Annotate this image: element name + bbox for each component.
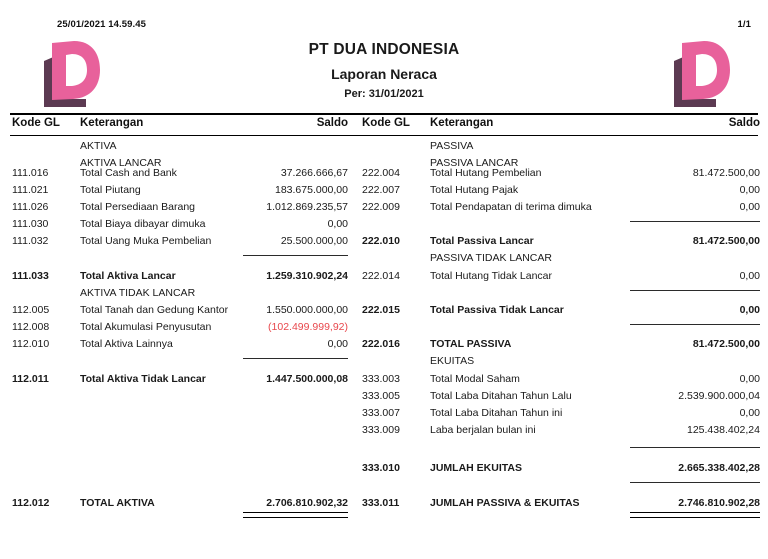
section-heading-row: [0, 138, 768, 155]
gl-code-cell: 111.033: [12, 270, 49, 282]
balance-cell: 2.665.338.402,28: [678, 462, 760, 474]
table-row: [0, 388, 768, 405]
gl-code-cell: 222.004: [362, 167, 400, 179]
gl-code-cell: 333.003: [362, 373, 400, 385]
subtotal-rule-passiva-lancar: [630, 221, 760, 222]
description-cell: PASSIVA: [430, 140, 474, 152]
description-cell: Total Aktiva Lainnya: [80, 338, 173, 350]
description-cell: JUMLAH EKUITAS: [430, 462, 522, 474]
column-header-right-desc: Keterangan: [430, 117, 494, 129]
description-cell: Total Hutang Pembelian: [430, 167, 542, 179]
description-cell: TOTAL PASSIVA: [430, 338, 512, 350]
section-heading-row: [0, 250, 768, 267]
balance-cell: 2.746.810.902,28: [678, 497, 760, 509]
gl-code-cell: 222.007: [362, 184, 400, 196]
table-row: [0, 495, 768, 512]
description-cell: Total Laba Ditahan Tahun Lalu: [430, 390, 572, 402]
balance-cell: 0,00: [739, 201, 760, 213]
subtotal-rule-passiva-tidak-lancar: [630, 324, 760, 325]
gl-code-cell: 333.005: [362, 390, 400, 402]
gl-code-cell: 333.009: [362, 424, 400, 436]
table-row: [0, 268, 768, 285]
balance-cell: 2.706.810.902,32: [266, 497, 348, 509]
subtotal-rule-hutang-tidak-lancar: [630, 290, 760, 291]
gl-code-cell: 333.007: [362, 407, 400, 419]
balance-cell: 81.472.500,00: [692, 167, 760, 179]
balance-cell: 183.675.000,00: [275, 184, 348, 196]
column-header-right-code: Kode GL: [362, 117, 410, 129]
gl-code-cell: 112.010: [12, 338, 50, 350]
balance-cell: 1.012.869.235,57: [266, 201, 348, 213]
balance-cell: 0,00: [739, 407, 760, 419]
description-cell: AKTIVA LANCAR: [80, 157, 162, 169]
description-cell: Total Laba Ditahan Tahun ini: [430, 407, 563, 419]
grandtotal-rule-passiva-ekuitas: [630, 512, 760, 518]
subtotal-rule-jumlah-ekuitas: [630, 482, 760, 483]
section-heading-row: [0, 285, 768, 302]
description-cell: Total Passiva Lancar: [430, 235, 534, 247]
description-cell: Total Pendapatan di terima dimuka: [430, 201, 592, 213]
description-cell: Total Aktiva Tidak Lancar: [80, 373, 206, 385]
table-row: [0, 336, 768, 353]
table-row: [0, 460, 768, 477]
gl-code-cell: 222.016: [362, 338, 400, 350]
gl-code-cell: 112.005: [12, 304, 50, 316]
table-row: [0, 182, 768, 199]
balance-cell: 25.500.000,00: [280, 235, 348, 247]
description-cell: Total Aktiva Lancar: [80, 270, 176, 282]
balance-cell: 37.266.666,67: [280, 167, 348, 179]
gl-code-cell: 112.008: [12, 321, 50, 333]
report-name: Laporan Neraca: [331, 66, 437, 82]
company-name: PT DUA INDONESIA: [308, 41, 460, 58]
description-cell: Total Modal Saham: [430, 373, 520, 385]
description-cell: Total Hutang Pajak: [430, 184, 519, 196]
description-cell: Total Tanah dan Gedung Kantor: [80, 304, 229, 316]
subtotal-rule-aktiva-lancar: [243, 255, 348, 256]
column-header-left-amount: Saldo: [316, 117, 348, 129]
balance-cell: 125.438.402,24: [687, 424, 760, 436]
column-header-left-code: Kode GL: [12, 117, 60, 129]
column-header-right-amount: Saldo: [728, 117, 760, 129]
balance-cell: 81.472.500,00: [692, 338, 760, 350]
description-cell: Total Biaya dibayar dimuka: [80, 218, 206, 230]
table-row: [0, 302, 768, 319]
description-cell: JUMLAH PASSIVA & EKUITAS: [430, 497, 580, 509]
table-row: [0, 165, 768, 182]
description-cell: AKTIVA TIDAK LANCAR: [80, 287, 196, 299]
balance-cell: 0,00: [739, 184, 760, 196]
report-period: Per: 31/01/2021: [344, 88, 424, 100]
section-heading-row: [0, 353, 768, 370]
balance-cell: 2.539.900.000,04: [678, 390, 760, 402]
grandtotal-rule-total-aktiva: [243, 512, 348, 518]
print-timestamp: 25/01/2021 14.59.45: [57, 19, 147, 30]
balance-cell: 1.447.500.000,08: [266, 373, 348, 385]
table-row: [0, 405, 768, 422]
description-cell: Total Cash and Bank: [80, 167, 177, 179]
gl-code-cell: 111.032: [12, 235, 49, 247]
description-cell: PASSIVA LANCAR: [430, 157, 519, 169]
gl-code-cell: 222.010: [362, 235, 400, 247]
description-cell: Total Uang Muka Pembelian: [80, 235, 212, 247]
subtotal-rule-aktiva-tidak-lancar: [243, 358, 348, 359]
gl-code-cell: 333.010: [362, 462, 400, 474]
description-cell: Total Piutang: [80, 184, 141, 196]
column-header-left-desc: Keterangan: [80, 117, 144, 129]
gl-code-cell: 112.012: [12, 497, 50, 509]
description-cell: AKTIVA: [80, 140, 117, 152]
balance-cell: (102.499.999,92): [268, 321, 348, 333]
page-indicator: 1/1: [737, 19, 751, 30]
table-row: [0, 199, 768, 216]
subtotal-rule-ekuitas: [630, 447, 760, 448]
report-title-block: [0, 40, 768, 102]
balance-cell: 0,00: [327, 218, 348, 230]
balance-cell: 0,00: [739, 373, 760, 385]
gl-code-cell: 333.011: [362, 497, 400, 509]
description-cell: Total Akumulasi Penyusutan: [80, 321, 212, 333]
description-cell: Total Persediaan Barang: [80, 201, 195, 213]
gl-code-cell: 111.021: [12, 184, 49, 196]
description-cell: Total Passiva Tidak Lancar: [430, 304, 564, 316]
table-row: [0, 233, 768, 250]
gl-code-cell: 222.015: [362, 304, 400, 316]
gl-code-cell: 222.009: [362, 201, 400, 213]
balance-cell: 1.259.310.902,24: [266, 270, 348, 282]
description-cell: EKUITAS: [430, 355, 475, 367]
balance-cell: 0,00: [739, 270, 760, 282]
table-top-rule: [10, 113, 758, 115]
gl-code-cell: 111.030: [12, 218, 49, 230]
gl-code-cell: 112.011: [12, 373, 49, 385]
table-row: [0, 371, 768, 388]
balance-cell: 0,00: [327, 338, 348, 350]
balance-cell: 0,00: [739, 304, 760, 316]
description-cell: PASSIVA TIDAK LANCAR: [430, 252, 552, 264]
gl-code-cell: 111.016: [12, 167, 49, 179]
table-row: [0, 216, 768, 233]
description-cell: TOTAL AKTIVA: [80, 497, 155, 509]
table-header-rule: [10, 135, 758, 136]
gl-code-cell: 111.026: [12, 201, 49, 213]
description-cell: Laba berjalan bulan ini: [430, 424, 536, 436]
table-row: [0, 319, 768, 336]
table-row: [0, 422, 768, 439]
description-cell: Total Hutang Tidak Lancar: [430, 270, 552, 282]
balance-cell: 1.550.000.000,00: [266, 304, 348, 316]
balance-cell: 81.472.500,00: [692, 235, 760, 247]
gl-code-cell: 222.014: [362, 270, 400, 282]
